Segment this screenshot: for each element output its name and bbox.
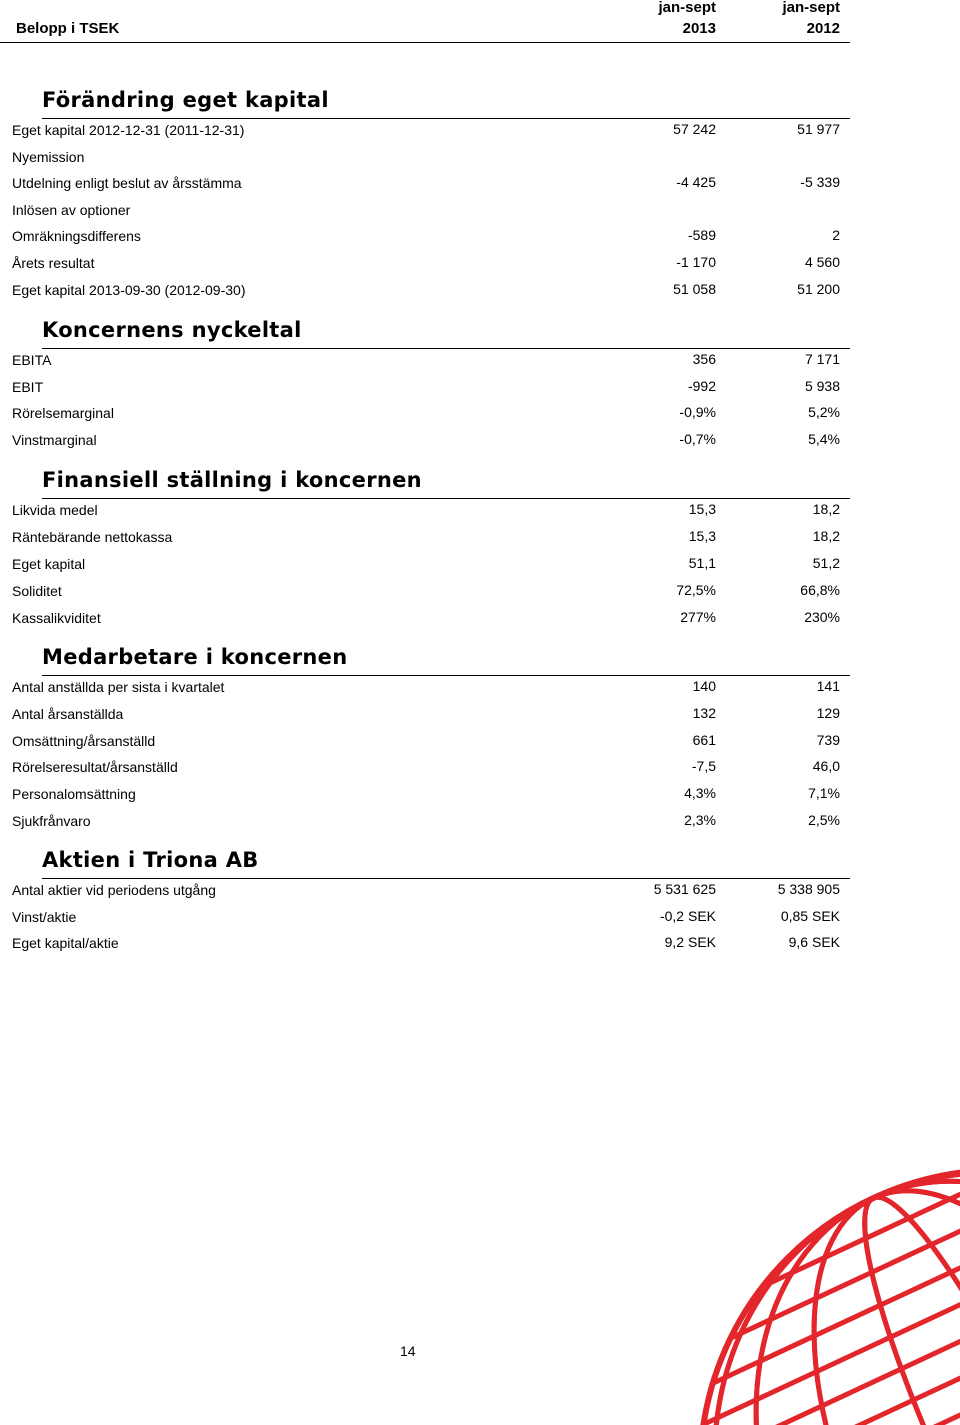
- table-row: [0, 502, 850, 529]
- section-title: Aktien i Triona AB: [42, 848, 259, 872]
- header-col-2012-line2: 2012: [806, 20, 840, 37]
- row-label: Antal aktier vid periodens utgång: [12, 882, 216, 898]
- globe-grid-line: [744, 1374, 960, 1425]
- table-row: [0, 405, 850, 432]
- row-value-2013: -0,2 SEK: [659, 907, 716, 924]
- row-value-2013: 51,1: [688, 555, 716, 571]
- row-label: Eget kapital: [12, 556, 86, 572]
- table-row: [0, 935, 850, 962]
- table-row: [0, 122, 850, 149]
- table-row: [0, 882, 850, 909]
- row-label: EBIT: [12, 378, 44, 395]
- row-value-2012: 46,0: [812, 758, 840, 775]
- row-value-2012: 5,2%: [808, 404, 840, 421]
- row-label: Personalomsättning: [12, 786, 136, 803]
- table-row: [0, 610, 850, 637]
- row-label: Kassalikviditet: [12, 610, 101, 626]
- row-value-2013: 356: [692, 351, 716, 367]
- globe-grid-line: [700, 1140, 960, 1425]
- table-row: [0, 786, 850, 813]
- row-value-2012: 7 171: [804, 351, 840, 367]
- row-value-2012: 18,2: [812, 501, 840, 517]
- section-title: Medarbetare i koncernen: [42, 645, 348, 669]
- row-label: Eget kapital/aktie: [12, 935, 119, 952]
- row-label: Rörelsemarginal: [12, 405, 114, 422]
- header-col-2012-line1: jan-sept: [782, 0, 840, 16]
- table-row: [0, 909, 850, 936]
- table-row: [0, 228, 850, 255]
- row-label: Omsättning/årsanställd: [12, 732, 156, 749]
- row-label: Antal anställda per sista i kvartalet: [12, 679, 225, 695]
- header-col-2013: [596, 0, 716, 39]
- table-row: [0, 255, 850, 282]
- section-title: Förändring eget kapital: [42, 88, 329, 112]
- row-value-2012: -5 339: [800, 174, 840, 191]
- row-value-2012: 7,1%: [808, 785, 840, 802]
- table-row: [0, 202, 850, 229]
- row-value-2013: -992: [687, 377, 716, 394]
- row-value-2013: 15,3: [688, 501, 716, 517]
- table-header: [0, 0, 850, 43]
- row-label: Omräkningsdifferens: [12, 228, 141, 245]
- section-rule: [42, 675, 850, 676]
- row-value-2012: 129: [816, 704, 840, 721]
- row-value-2012: 66,8%: [800, 582, 840, 598]
- row-value-2012: 51 200: [797, 280, 840, 297]
- section-title: Koncernens nyckeltal: [42, 318, 302, 342]
- row-label: Räntebärande nettokassa: [12, 529, 173, 545]
- header-col-2013-line2: 2013: [682, 20, 716, 37]
- table-row: [0, 556, 850, 583]
- row-value-2013: 9,2 SEK: [664, 934, 716, 951]
- header-unit-label: Belopp i TSEK: [16, 20, 120, 37]
- row-label: Årets resultat: [12, 255, 95, 271]
- row-value-2013: 4,3%: [684, 785, 716, 802]
- row-label: Inlösen av optioner: [12, 201, 131, 218]
- row-value-2012: 739: [816, 731, 840, 748]
- table-row: [0, 175, 850, 202]
- table-row: [0, 679, 850, 706]
- row-value-2012: 2: [832, 227, 840, 244]
- row-label: Nyemission: [12, 148, 85, 165]
- row-value-2013: -0,9%: [679, 404, 716, 421]
- page-number: 14: [400, 1343, 416, 1359]
- table-row: [0, 282, 850, 309]
- row-value-2013: 132: [692, 704, 716, 721]
- row-label: Likvida medel: [12, 502, 98, 518]
- row-value-2012: 4 560: [804, 254, 840, 270]
- row-value-2013: 277%: [680, 609, 716, 625]
- section-rule: [42, 878, 850, 879]
- header-col-2012: [720, 0, 840, 39]
- header-col-2013-line1: jan-sept: [658, 0, 716, 16]
- table-row: [0, 149, 850, 176]
- row-value-2012: 5 338 905: [777, 881, 840, 897]
- row-label: Sjukfrånvaro: [12, 813, 91, 829]
- row-label: EBITA: [12, 352, 52, 368]
- globe-grid-line: [730, 1179, 960, 1338]
- row-value-2012: 5 938: [804, 377, 840, 394]
- row-value-2013: 51 058: [673, 280, 716, 297]
- row-value-2012: 5,4%: [808, 430, 840, 447]
- row-value-2013: 5 531 625: [653, 881, 716, 897]
- row-value-2012: 230%: [804, 609, 840, 625]
- row-label: Eget kapital 2013-09-30 (2012-09-30): [12, 281, 246, 298]
- section-rule: [42, 498, 850, 499]
- table-row: [0, 379, 850, 406]
- row-label: Antal årsanställda: [12, 705, 124, 722]
- row-value-2012: 2,5%: [808, 812, 840, 828]
- row-label: Eget kapital 2012-12-31 (2011-12-31): [12, 122, 245, 138]
- row-value-2013: -7,5: [691, 758, 716, 775]
- table-row: [0, 432, 850, 459]
- table-row: [0, 813, 850, 840]
- table-row: [0, 759, 850, 786]
- row-value-2013: 661: [692, 731, 716, 748]
- row-label: Soliditet: [12, 583, 62, 599]
- globe-grid-logo: [700, 1140, 960, 1425]
- row-value-2013: 57 242: [673, 121, 716, 137]
- table-row: [0, 352, 850, 379]
- table-row: [0, 706, 850, 733]
- row-value-2013: -0,7%: [679, 430, 716, 447]
- row-value-2013: 140: [692, 678, 716, 694]
- table-row: [0, 529, 850, 556]
- row-value-2013: -1 170: [676, 254, 716, 270]
- row-label: Utdelning enligt beslut av årsstämma: [12, 175, 242, 192]
- row-value-2013: 72,5%: [676, 582, 716, 598]
- row-value-2012: 51 977: [797, 121, 840, 137]
- section-rule: [42, 118, 850, 119]
- table-row: [0, 583, 850, 610]
- row-label: Vinstmarginal: [12, 431, 97, 448]
- row-value-2013: -4 425: [676, 174, 716, 191]
- table-row: [0, 733, 850, 760]
- row-value-2013: 2,3%: [684, 812, 716, 828]
- row-value-2012: 51,2: [812, 555, 840, 571]
- section-title: Finansiell ställning i koncernen: [42, 468, 422, 492]
- row-value-2012: 0,85 SEK: [780, 907, 840, 924]
- row-value-2012: 141: [816, 678, 840, 694]
- row-value-2012: 18,2: [812, 528, 840, 544]
- globe-grid-line: [700, 1170, 960, 1425]
- row-value-2013: -589: [687, 227, 716, 244]
- row-value-2013: 15,3: [688, 528, 716, 544]
- row-label: Vinst/aktie: [12, 908, 77, 925]
- row-label: Rörelseresultat/årsanställd: [12, 759, 178, 776]
- section-rule: [42, 348, 850, 349]
- row-value-2012: 9,6 SEK: [788, 934, 840, 951]
